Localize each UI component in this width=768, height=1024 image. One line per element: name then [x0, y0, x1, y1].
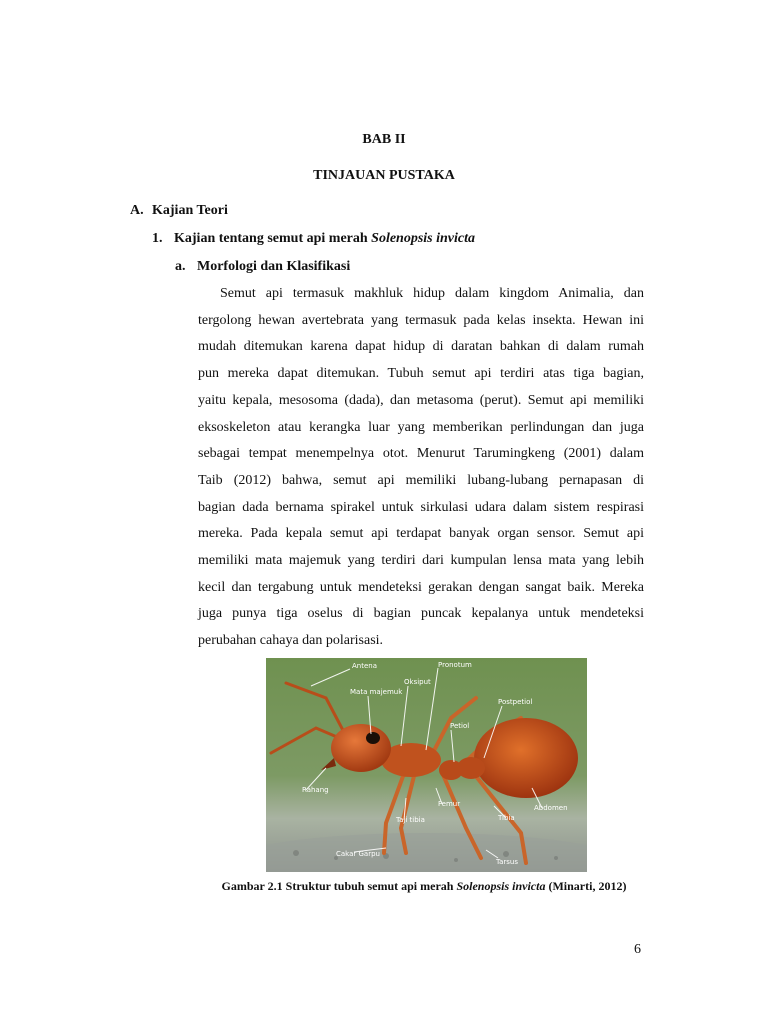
label-tibia: Tibia	[498, 814, 515, 822]
ant-photo	[266, 658, 587, 872]
paragraph-line: kecil dan tergabung untuk mendeteksi gerakan dengan sangat baik. Mereka	[198, 579, 644, 595]
label-antena: Antena	[352, 662, 378, 670]
body-paragraph	[198, 281, 644, 655]
subsection-a-number: a.	[175, 259, 186, 274]
paragraph-line: Semut api termasuk makhluk hidup dalam kingdom Animalia, dan	[220, 286, 644, 301]
caption-species: Solenopsis invicta	[456, 879, 546, 893]
paragraph-line: juga punya tiga oselus di bagian puncak kepalanya untuk mendeteksi	[198, 606, 644, 622]
label-pronotum: Pronotum	[438, 661, 472, 669]
label-femur: Femur	[438, 800, 461, 808]
caption-suffix: (Minarti, 2012)	[545, 879, 627, 893]
section-1-species: Solenopsis invicta	[371, 231, 476, 246]
label-abdomen: Abdomen	[534, 804, 568, 812]
paragraph-line: eksoskeleton atau kerangka luar yang memberikan perlindungan dan juga	[198, 419, 644, 435]
section-a-number: A.	[130, 203, 144, 218]
label-rahang: Rahang	[302, 786, 329, 794]
label-taji-tibia: Taji tibia	[396, 816, 425, 824]
ant-structure-figure	[266, 658, 587, 872]
paragraph-line: Taib (2012) bahwa, semut api memiliki lubang-lubang pernapasan di	[198, 472, 644, 488]
paragraph-line: tergolong hewan avertebrata yang termasuk pada kelas insekta. Hewan ini	[198, 312, 644, 328]
label-postpetiol: Postpetiol	[498, 698, 533, 706]
paragraph-line: yaitu kepala, mesosoma (dada), dan metasoma (perut). Semut api memiliki	[198, 392, 644, 408]
paragraph-line: sebagai tempat menempelnya otot. Menurut Tarumingkeng (2001) dalam	[198, 446, 644, 462]
page-number: 6	[634, 942, 641, 957]
label-tarsus: Tarsus	[496, 858, 519, 866]
paragraph-line: mudah ditemukan karena dapat hidup di daratan bahkan di dalam rumah	[198, 339, 644, 355]
section-1-label: Kajian tentang semut api merah	[174, 231, 372, 246]
paragraph-line: bagian dada bernama spirakel untuk sirkulasi udara dalam sistem respirasi	[198, 499, 644, 515]
section-a-heading	[130, 203, 228, 219]
section-1-heading	[152, 231, 475, 247]
caption-prefix: Gambar 2.1 Struktur tubuh semut api merah	[221, 879, 457, 893]
label-petiol: Petiol	[450, 722, 470, 730]
chapter-heading: BAB II	[362, 132, 406, 147]
subsection-a-heading	[175, 259, 350, 275]
section-a-label: Kajian Teori	[152, 203, 228, 218]
paragraph-line: memiliki mata majemuk yang terdiri dari kumpulan lensa mata yang lebih	[198, 553, 644, 569]
label-cakar-garpu: Cakar Garpu	[336, 850, 380, 858]
paragraph-line: mereka. Pada kepala semut api terdapat banyak organ sensor. Semut api	[198, 526, 644, 542]
paragraph-line: perubahan cahaya dan polarisasi.	[198, 633, 384, 649]
subsection-a-label: Morfologi dan Klasifikasi	[197, 259, 351, 274]
label-oksiput: Oksiput	[404, 678, 431, 686]
figure-caption	[0, 879, 768, 894]
section-1-number: 1.	[152, 231, 163, 246]
chapter-title: TINJAUAN PUSTAKA	[313, 168, 455, 183]
paragraph-line: pun mereka dapat ditemukan. Tubuh semut api terdiri atas tiga bagian,	[198, 366, 644, 382]
label-mata-majemuk: Mata majemuk	[350, 688, 403, 696]
